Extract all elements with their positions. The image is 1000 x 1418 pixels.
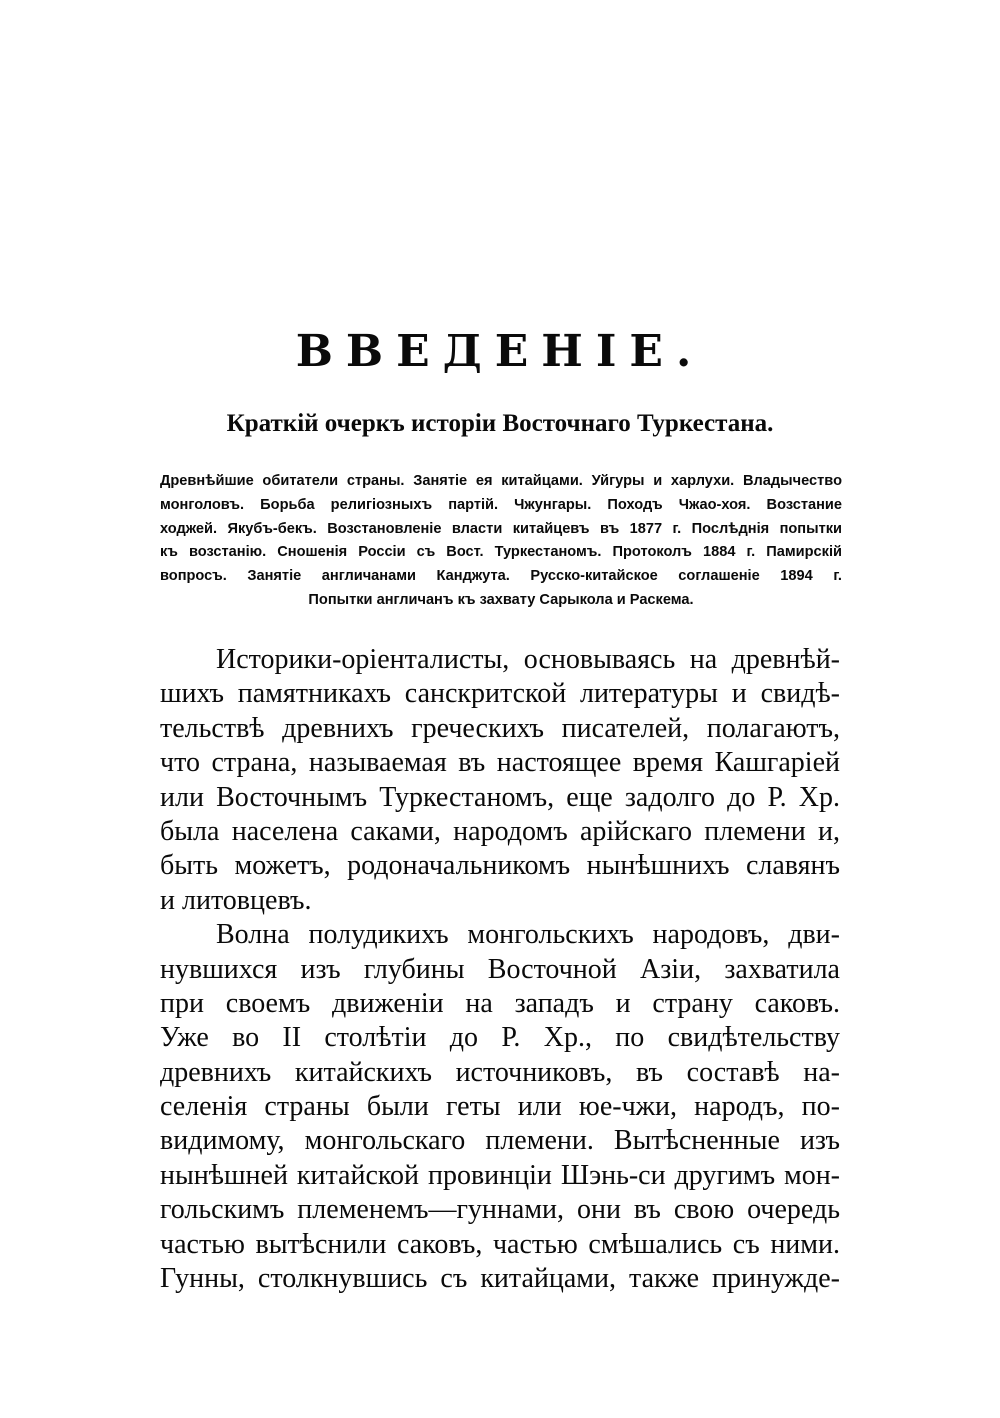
chapter-summary <box>160 470 842 613</box>
text-line: древнихъ китайскихъ источниковъ, въ составѣ на- <box>160 1056 840 1088</box>
summary-line: Древнѣйшие обитатели страны. Занятіе ея китайцами. Уйгуры и харлухи. Владычество <box>160 473 842 489</box>
text-line: была населена саками, народомъ арійскаго племени и, <box>160 815 840 847</box>
text-line: Гунны, столкнувшись съ китайцами, также принужде- <box>160 1263 840 1295</box>
text-line: и литовцевъ. <box>160 884 312 916</box>
text-line: частью вытѣснили саковъ, частью смѣшались съ ними. <box>160 1228 840 1260</box>
summary-line: вопросъ. Занятіе англичанами Канджута. Русско-китайское соглашеніе 1894 г. <box>160 568 842 585</box>
text-line: тельствѣ древнихъ греческихъ писателей, полагаютъ, <box>160 712 840 744</box>
text-line: Историки-оріенталисты, основываясь на древнѣй- <box>216 644 840 675</box>
summary-line: Попытки англичанъ къ захвату Сарыкола и Раскема. <box>308 591 694 608</box>
summary-line: къ возстанію. Сношенія Россіи съ Вост. Туркестаномъ. Протоколъ 1884 г. Памирскій <box>160 544 842 561</box>
text-line: селенія страны были геты или юе-чжи, народъ, по- <box>160 1091 840 1123</box>
text-line: видимому, монгольскаго племени. Вытѣсненные изъ <box>160 1125 840 1157</box>
text-line: гольскимъ племенемъ—гуннами, они въ свою очередь <box>160 1194 840 1226</box>
text-line: нынѣшней китайской провинціи Шэнь-си другимъ мон- <box>160 1159 840 1191</box>
chapter-title: ВВЕДЕНІЕ. <box>295 326 705 377</box>
summary-line: монголовъ. Борьба религіозныхъ партій. Чжунгары. Походъ Чжао-хоя. Возстание <box>160 496 842 513</box>
text-line: быть можетъ, родоначальникомъ нынѣшнихъ славянъ <box>160 850 840 882</box>
text-line: что страна, называемая въ настоящее время Кашгаріей <box>160 747 840 779</box>
paragraph-1 <box>160 643 840 918</box>
text-line: или Восточнымъ Туркестаномъ, еще задолго до Р. Хр. <box>160 781 840 813</box>
paragraph-2 <box>160 918 840 1296</box>
text-line: при своемъ движеніи на западъ и страну саковъ. <box>160 987 840 1019</box>
chapter-subtitle: Краткій очеркъ исторіи Восточнаго Туркестана. <box>226 410 774 437</box>
text-line: шихъ памятникахъ санскритской литературы и свидѣ- <box>160 678 840 710</box>
text-line: нувшихся изъ глубины Восточной Азіи, захватила <box>160 953 840 985</box>
text-line: Волна полудикихъ монгольскихъ народовъ, дви- <box>216 919 840 951</box>
body-text <box>160 643 840 1296</box>
text-line: Уже во II столѣтіи до Р. Хр., по свидѣтельству <box>160 1022 840 1054</box>
summary-line: ходжей. Якубъ-бекъ. Возстановленіе власти китайцевъ въ 1877 г. Послѣднія попытки <box>160 520 842 537</box>
